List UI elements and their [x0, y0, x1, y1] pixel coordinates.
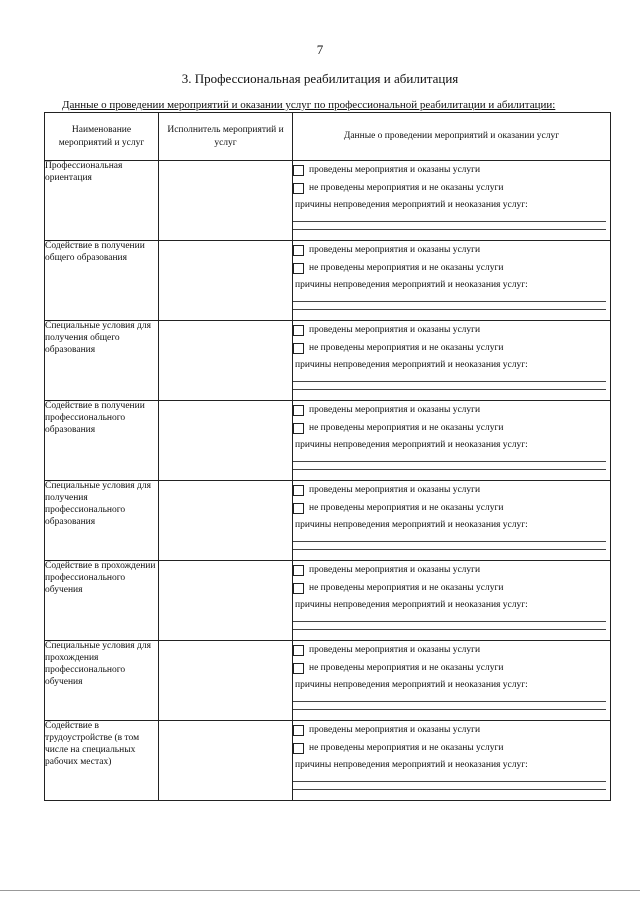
option-not-done	[293, 739, 610, 757]
option-done	[293, 641, 610, 659]
page-number: 7	[316, 42, 324, 57]
reasons-label: причины непроведения мероприятий и неоказания услуг:	[295, 760, 528, 770]
not-done-checkbox[interactable]	[293, 423, 304, 434]
service-name: Содействие в получении общего образования	[45, 241, 159, 321]
option-not-done-label: не проведены мероприятия и не оказаны услуги	[309, 183, 504, 193]
service-name: Специальные условия для получения общего образования	[45, 321, 159, 401]
reasons-label: причины непроведения мероприятий и неоказания услуг:	[295, 680, 528, 690]
table-row	[45, 641, 611, 721]
option-not-done-label: не проведены мероприятия и не оказаны услуги	[309, 343, 504, 353]
not-done-checkbox[interactable]	[293, 663, 304, 674]
not-done-checkbox[interactable]	[293, 343, 304, 354]
reasons-line[interactable]	[293, 782, 606, 790]
reasons-line[interactable]	[293, 542, 606, 550]
not-done-checkbox[interactable]	[293, 263, 304, 274]
status-cell	[293, 481, 611, 561]
header-executor: Исполнитель мероприятий и услуг	[159, 113, 293, 161]
option-done-label: проведены мероприятия и оказаны услуги	[309, 245, 481, 255]
section-title: 3. Профессиональная реабилитация и абилитация	[181, 71, 459, 86]
reasons-label: причины непроведения мероприятий и неоказания услуг:	[295, 600, 528, 610]
services-table	[44, 112, 611, 801]
table-row	[45, 721, 611, 801]
table-row	[45, 241, 611, 321]
status-cell	[293, 161, 611, 241]
reasons-label: причины непроведения мероприятий и неоказания услуг:	[295, 520, 528, 530]
option-done	[293, 241, 610, 259]
page-bottom-rule	[0, 890, 640, 891]
service-name: Специальные условия для прохождения профессионального обучения	[45, 641, 159, 721]
option-done	[293, 321, 610, 339]
option-done-label: проведены мероприятия и оказаны услуги	[309, 725, 481, 735]
executor-field[interactable]	[159, 561, 293, 641]
option-done	[293, 401, 610, 419]
executor-field[interactable]	[159, 241, 293, 321]
executor-field[interactable]	[159, 641, 293, 721]
executor-field[interactable]	[159, 481, 293, 561]
header-data: Данные о проведении мероприятий и оказании услуг	[293, 113, 611, 161]
reasons-line[interactable]	[293, 694, 606, 702]
not-done-checkbox[interactable]	[293, 743, 304, 754]
option-done-label: проведены мероприятия и оказаны услуги	[309, 325, 481, 335]
done-checkbox[interactable]	[293, 725, 304, 736]
option-not-done	[293, 659, 610, 677]
status-cell	[293, 241, 611, 321]
option-not-done-label: не проведены мероприятия и не оказаны услуги	[309, 423, 504, 433]
executor-field[interactable]	[159, 321, 293, 401]
executor-field[interactable]	[159, 161, 293, 241]
done-checkbox[interactable]	[293, 325, 304, 336]
option-not-done-label: не проведены мероприятия и не оказаны услуги	[309, 583, 504, 593]
option-done-label: проведены мероприятия и оказаны услуги	[309, 485, 481, 495]
header-name: Наименование мероприятий и услуг	[45, 113, 159, 161]
option-done	[293, 481, 610, 499]
table-header-row	[45, 113, 611, 161]
status-cell	[293, 401, 611, 481]
done-checkbox[interactable]	[293, 485, 304, 496]
executor-field[interactable]	[159, 721, 293, 801]
option-not-done-label: не проведены мероприятия и не оказаны услуги	[309, 503, 504, 513]
option-not-done	[293, 339, 610, 357]
reasons-line[interactable]	[293, 702, 606, 710]
option-done-label: проведены мероприятия и оказаны услуги	[309, 645, 481, 655]
done-checkbox[interactable]	[293, 165, 304, 176]
done-checkbox[interactable]	[293, 645, 304, 656]
option-done-label: проведены мероприятия и оказаны услуги	[309, 165, 481, 175]
done-checkbox[interactable]	[293, 565, 304, 576]
reasons-line[interactable]	[293, 454, 606, 462]
table-row	[45, 561, 611, 641]
reasons-line[interactable]	[293, 214, 606, 222]
reasons-line[interactable]	[293, 614, 606, 622]
reasons-label: причины непроведения мероприятий и неоказания услуг:	[295, 280, 528, 290]
option-not-done	[293, 499, 610, 517]
reasons-label: причины непроведения мероприятий и неоказания услуг:	[295, 200, 528, 210]
service-name: Специальные условия для получения профессионального образования	[45, 481, 159, 561]
status-cell	[293, 641, 611, 721]
reasons-label: причины непроведения мероприятий и неоказания услуг:	[295, 440, 528, 450]
option-not-done-label: не проведены мероприятия и не оказаны услуги	[309, 263, 504, 273]
done-checkbox[interactable]	[293, 245, 304, 256]
service-name: Содействие в трудоустройстве (в том числе на специальных рабочих местах)	[45, 721, 159, 801]
table-row	[45, 321, 611, 401]
service-name: Содействие в получении профессионального образования	[45, 401, 159, 481]
option-done-label: проведены мероприятия и оказаны услуги	[309, 565, 481, 575]
reasons-label: причины непроведения мероприятий и неоказания услуг:	[295, 360, 528, 370]
option-done	[293, 561, 610, 579]
reasons-line[interactable]	[293, 622, 606, 630]
reasons-line[interactable]	[293, 222, 606, 230]
reasons-line[interactable]	[293, 294, 606, 302]
table-row	[45, 401, 611, 481]
not-done-checkbox[interactable]	[293, 183, 304, 194]
reasons-line[interactable]	[293, 382, 606, 390]
reasons-line[interactable]	[293, 462, 606, 470]
table-caption: Данные о проведении мероприятий и оказании услуг по профессиональной реабилитации и абилитации:	[62, 99, 556, 111]
executor-field[interactable]	[159, 401, 293, 481]
table-body	[45, 161, 611, 801]
service-name: Профессиональная ориентация	[45, 161, 159, 241]
service-name: Содействие в прохождении профессионального обучения	[45, 561, 159, 641]
reasons-line[interactable]	[293, 534, 606, 542]
option-not-done	[293, 259, 610, 277]
option-not-done	[293, 579, 610, 597]
status-cell	[293, 721, 611, 801]
option-not-done	[293, 419, 610, 437]
table-row	[45, 481, 611, 561]
reasons-line[interactable]	[293, 374, 606, 382]
option-not-done-label: не проведены мероприятия и не оказаны услуги	[309, 743, 504, 753]
not-done-checkbox[interactable]	[293, 503, 304, 514]
reasons-line[interactable]	[293, 774, 606, 782]
not-done-checkbox[interactable]	[293, 583, 304, 594]
option-done	[293, 161, 610, 179]
table-row	[45, 161, 611, 241]
option-not-done-label: не проведены мероприятия и не оказаны услуги	[309, 663, 504, 673]
status-cell	[293, 321, 611, 401]
option-done-label: проведены мероприятия и оказаны услуги	[309, 405, 481, 415]
reasons-line[interactable]	[293, 302, 606, 310]
status-cell	[293, 561, 611, 641]
option-done	[293, 721, 610, 739]
done-checkbox[interactable]	[293, 405, 304, 416]
option-not-done	[293, 179, 610, 197]
